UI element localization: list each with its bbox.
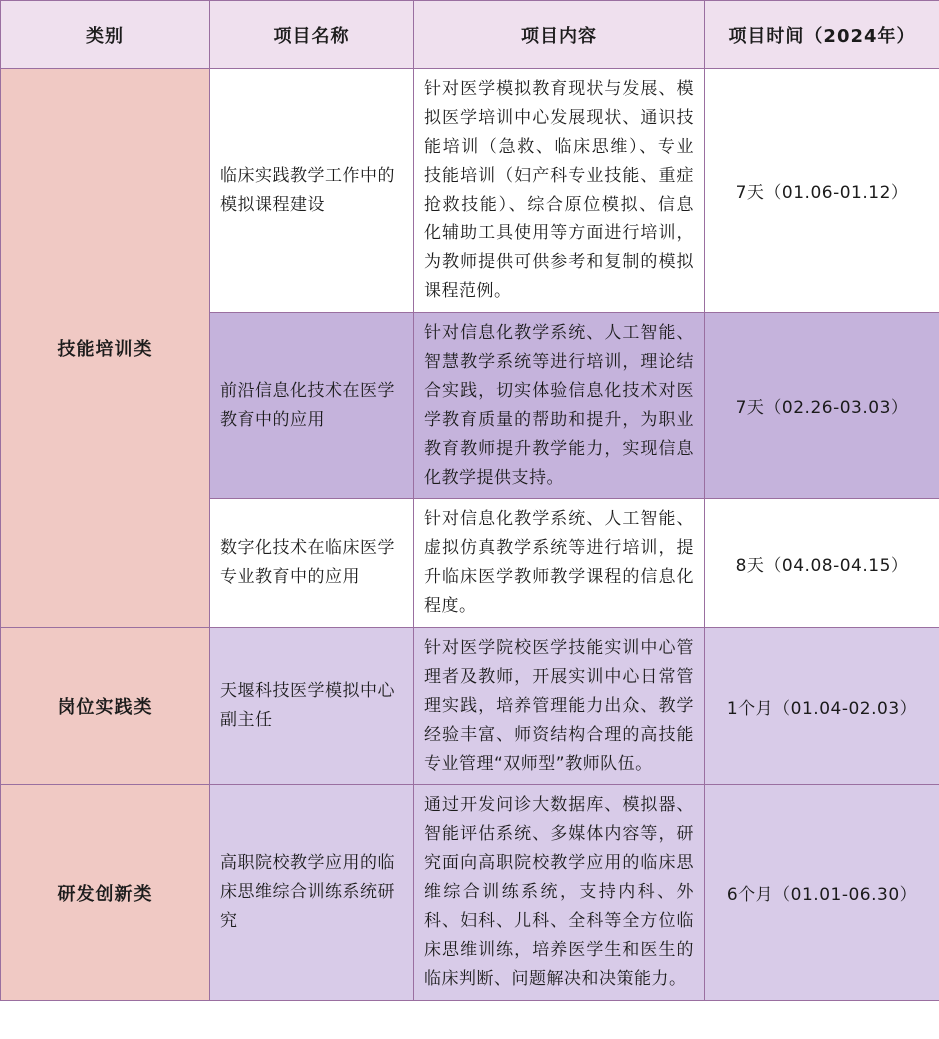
project-name-cell: 数字化技术在临床医学专业教育中的应用	[210, 499, 414, 628]
project-time-cell: 6个月（01.01-06.30）	[705, 785, 939, 1000]
table-row	[1, 69, 939, 313]
column-header-project-time: 项目时间（2024年）	[705, 1, 939, 69]
project-name-cell: 高职院校教学应用的临床思维综合训练系统研究	[210, 785, 414, 1000]
project-name-cell: 临床实践教学工作中的模拟课程建设	[210, 69, 414, 313]
category-cell-rnd-innovation: 研发创新类	[1, 785, 210, 1000]
project-time-cell: 8天（04.08-04.15）	[705, 499, 939, 628]
project-time-cell: 7天（02.26-03.03）	[705, 313, 939, 499]
column-header-project-content: 项目内容	[414, 1, 705, 69]
project-content-cell: 针对信息化教学系统、人工智能、智慧教学系统等进行培训，理论结合实践，切实体验信息化技术对医学教育质量的帮助和提升，为职业教育教师提升教学能力，实现信息化教学提供支持。	[414, 313, 705, 499]
project-time-cell: 1个月（01.04-02.03）	[705, 628, 939, 785]
table-header	[1, 1, 939, 69]
project-name-cell: 前沿信息化技术在医学教育中的应用	[210, 313, 414, 499]
table-body	[1, 69, 939, 1001]
column-header-project-name: 项目名称	[210, 1, 414, 69]
project-content-cell: 通过开发问诊大数据库、模拟器、智能评估系统、多媒体内容等，研究面向高职院校教学应用的临床思维综合训练系统，支持内科、外科、妇科、儿科、全科等全方位临床思维训练，培养医学生和医生的临床判断、问题解决和决策能力。	[414, 785, 705, 1000]
project-content-cell: 针对医学院校医学技能实训中心管理者及教师，开展实训中心日常管理实践，培养管理能力出众、教学经验丰富、师资结构合理的高技能专业管理“双师型”教师队伍。	[414, 628, 705, 785]
project-name-cell: 天堰科技医学模拟中心副主任	[210, 628, 414, 785]
table-row	[1, 628, 939, 785]
category-cell-post-practice: 岗位实践类	[1, 628, 210, 785]
project-time-cell: 7天（01.06-01.12）	[705, 69, 939, 313]
project-content-cell: 针对医学模拟教育现状与发展、模拟医学培训中心发展现状、通识技能培训（急救、临床思维）、专业技能培训（妇产科专业技能、重症抢救技能）、综合原位模拟、信息化辅助工具使用等方面进行培训，为教师提供可供参考和复制的模拟课程范例。	[414, 69, 705, 313]
project-content-cell: 针对信息化教学系统、人工智能、虚拟仿真教学系统等进行培训，提升临床医学教师教学课程的信息化程度。	[414, 499, 705, 628]
category-cell-skills-training: 技能培训类	[1, 69, 210, 628]
header-row	[1, 1, 939, 69]
table-row	[1, 785, 939, 1000]
column-header-category: 类别	[1, 1, 210, 69]
